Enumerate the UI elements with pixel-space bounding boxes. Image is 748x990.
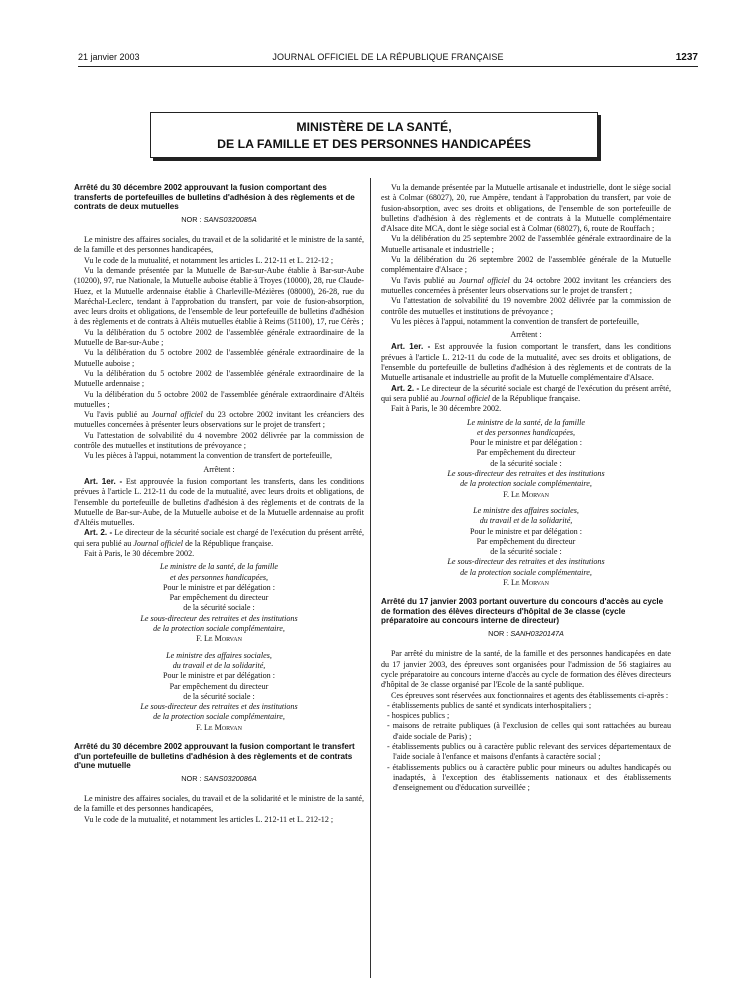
list-item: - hospices publics ; <box>387 711 450 721</box>
nor-code: SANS0320085A <box>203 214 257 224</box>
arrete-3-title: Arrêté du 17 janvier 2003 portant ouverture du concours d'accès au cycle de formation des élèves directeurs d'hôpital de 3e classe (cycle préparatoire au concours interne de directeur) <box>381 597 664 626</box>
signature-date: Fait à Paris, le 30 décembre 2002. <box>391 404 502 414</box>
sig-line: de la protection sociale complémentaire, <box>460 567 592 577</box>
sig-line: Par empêchement du directeur <box>169 593 269 603</box>
paragraph <box>74 410 364 431</box>
paragraph: Le ministre des affaires sociales, du travail et de la solidarité et le ministre de la santé, de la famille et des personnes handicapées, <box>74 794 364 814</box>
sig-line: de la sécurité sociale : <box>490 458 562 468</box>
nor-code: SANS0320086A <box>203 773 257 783</box>
signatory-name: F. Le Morvan <box>196 722 242 732</box>
journal-officiel-ref: Journal officiel <box>458 275 510 285</box>
nor-label: NOR : <box>181 214 202 224</box>
paragraph: Vu les pièces à l'appui, notamment la convention de transfert de portefeuille, <box>84 451 332 461</box>
sig-line: et des personnes handicapées, <box>169 572 268 582</box>
article-label: Art. 1er. - <box>391 342 431 352</box>
signature-block-2 <box>74 651 364 733</box>
sig-line: Le ministre de la santé, de la famille <box>160 562 278 572</box>
sig-line: Pour le ministre et par délégation : <box>470 438 582 448</box>
paragraph: Vu l'attestation de solvabilité du 4 novembre 2002 délivrée par la commission de contrôle des mutuelles et institutions de prévoyance ; <box>74 430 364 451</box>
paragraph: Ces épreuves sont réservées aux fonctionnaires et agents des établissements ci-après : <box>391 690 669 700</box>
header-page-number: 1237 <box>675 52 698 63</box>
column-separator <box>370 178 371 978</box>
paragraph: Par arrêté du ministre de la santé, de la famille et des personnes handicapées en date du 17 janvier 2003, des épreuves sont organisées pour l'admission de 56 stagiaires au cycle préparatoire au concours interne d'accès au cycle de formation des élèves directeurs d'hôpital de 3e classe organisé par l'Ecole de la santé publique. <box>381 649 671 690</box>
signatory-name: F. Le Morvan <box>196 634 242 644</box>
signature-block-1 <box>381 418 671 500</box>
journal-officiel-ref: Journal officiel <box>133 538 184 548</box>
list-item: - établissements publics ou à caractère public pour mineurs ou adultes handicapés ou inadaptés, à l'exception des établissements nationaux et des établissements d'enseignement ou d'éducation surveillée ; <box>387 762 671 793</box>
sig-line: de la sécurité sociale : <box>183 603 255 613</box>
left-column <box>74 183 364 825</box>
sig-line: de la sécurité sociale : <box>490 547 562 557</box>
sig-line: de la sécurité sociale : <box>183 691 255 701</box>
sig-line: Pour le ministre et par délégation : <box>470 526 582 536</box>
article-text: Est approuvée la fusion comportant le transfert, dans les conditions prévues à l'article L. 212-11 du code de la mutualité, avec ses droits et obligations, de l'ensemble du portefeuille de bulletins d'adhésion à des règlements et de contrats de la Mutuelle artisanale et industrielle au profit de la Mutuelle complémentaire d'Alsace. <box>381 342 672 383</box>
journal-officiel-ref: Journal officiel <box>440 393 491 403</box>
arrete-2-nor <box>74 774 364 784</box>
list-item: - établissements publics ou à caractère public relevant des services départementaux de l'aide sociale à l'enfance et maisons d'enfants à caractère social ; <box>387 742 671 762</box>
text: du 23 octobre 2002 invitant les créanciers des mutuelles concernées à présenter leurs observations sur le projet de transfert ; <box>74 410 365 430</box>
signatory-name: F. Le Morvan <box>503 577 549 587</box>
arretent-heading: Arrêtent : <box>510 330 542 340</box>
paragraph: Vu la délibération du 5 octobre 2002 de l'assemblée générale extraordinaire de la Mutuelle de Bar-sur-Aube ; <box>74 327 364 348</box>
article-label: Art. 2. - <box>391 383 420 393</box>
paragraph: Vu la demande présentée par la Mutuelle artisanale et industrielle, dont le siège social est à Colmar (68027), 20, rue Ampère, tendant à l'approbation du transfert, par voie de fusion-absorption, avec ses droits et obligations, de l'ensemble de son portefeuille de bulletins d'adhésion à des règlements et de contrats à la Mutuelle complémentaire d'Alsace dite MCA, dont le siège social est à Colmar (68027), 6, route de Rouffach ; <box>381 183 671 234</box>
sig-line: de la protection sociale complémentaire, <box>153 712 285 722</box>
arretent-heading: Arrêtent : <box>203 464 235 474</box>
article-label: Art. 2. - <box>84 528 113 538</box>
paragraph: Vu le code de la mutualité, et notamment les articles L. 212-11 et L. 212-12 ; <box>84 255 334 265</box>
sig-line: Par empêchement du directeur <box>476 536 576 546</box>
article-text: de la République française. <box>492 393 581 403</box>
establishment-list <box>381 701 671 794</box>
ministry-title-line1: MINISTÈRE DE LA SANTÉ, <box>296 120 452 134</box>
signature-block-1 <box>74 562 364 644</box>
sig-line: Le sous-directeur des retraites et des institutions <box>447 557 605 567</box>
ministry-box <box>150 112 598 158</box>
text: du 24 octobre 2002 invitant les créanciers des mutuelles concernées à présenter leurs observations sur le projet de transfert ; <box>381 275 672 295</box>
header-rule <box>78 66 698 67</box>
article-2 <box>74 528 364 549</box>
arrete-3-nor <box>381 629 671 639</box>
article-1 <box>381 342 671 383</box>
paragraph: Vu la délibération du 5 octobre 2002 de l'assemblée générale extraordinaire de la Mutuelle auboise ; <box>74 348 364 368</box>
arrete-2-title: Arrêté du 30 décembre 2002 approuvant la fusion comportant le transfert d'un portefeuille de bulletins d'adhésion à des règlements et de contrats d'une mutuelle <box>74 742 355 771</box>
sig-line: de la protection sociale complémentaire, <box>153 624 285 634</box>
text: Vu l'avis publié au <box>391 275 456 285</box>
text: Vu l'avis publié au <box>84 410 149 420</box>
paragraph: Vu la délibération du 5 octobre 2002 de l'assemblée générale extraordinaire d'Altéis mutuelles ; <box>74 389 364 409</box>
sig-line: Par empêchement du directeur <box>476 448 576 458</box>
paragraph: Vu l'attestation de solvabilité du 19 novembre 2002 délivrée par la commission de contrôle des mutuelles et institutions de prévoyance ; <box>381 296 671 316</box>
paragraph: Vu le code de la mutualité, et notamment les articles L. 212-11 et L. 212-12 ; <box>84 814 334 824</box>
paragraph: Le ministre des affaires sociales, du travail et de la solidarité et le ministre de la santé, de la famille et des personnes handicapées, <box>74 235 364 255</box>
sig-line: de la protection sociale complémentaire, <box>460 479 592 489</box>
ministry-title-line2: DE LA FAMILLE ET DES PERSONNES HANDICAPÉES <box>217 137 531 151</box>
article-text: Est approuvée la fusion comportant les transferts, dans les conditions prévues à l'article L. 212-11 du code de la mutualité, avec leurs droits et obligations, de l'ensemble du portefeuille de bulletins d'adhésion à des règlements et de contrats de la Mutuelle de Bar-sur-Aube, de la Mutuelle auboise et de la Mutuelle ardennaise au profit d'Altéis mutuelles. <box>74 476 364 528</box>
sig-line: Le sous-directeur des retraites et des institutions <box>447 469 605 479</box>
sig-line: Par empêchement du directeur <box>169 681 269 691</box>
signature-block-2 <box>381 506 671 588</box>
article-text: Le directeur de la sécurité sociale est chargé de l'exécution du présent arrêté, qui sera publié au <box>381 383 671 403</box>
sig-line: Pour le ministre et par délégation : <box>163 671 275 681</box>
sig-line: Le ministre des affaires sociales, <box>166 650 272 660</box>
sig-line: du travail et de la solidarité, <box>479 516 573 526</box>
sig-line: Pour le ministre et par délégation : <box>163 582 275 592</box>
article-2 <box>381 384 671 405</box>
header-date: 21 janvier 2003 <box>78 52 140 62</box>
nor-label: NOR : <box>181 773 202 783</box>
sig-line: du travail et de la solidarité, <box>172 660 266 670</box>
signatory-name: F. Le Morvan <box>503 489 549 499</box>
paragraph: Vu la délibération du 25 septembre 2002 de l'assemblée générale extraordinaire de la Mutuelle artisanale et industrielle ; <box>381 234 671 254</box>
paragraph: Vu les pièces à l'appui, notamment la convention de transfert de portefeuille, <box>391 316 639 326</box>
sig-line: et des personnes handicapées, <box>476 427 575 437</box>
paragraph: Vu la délibération du 26 septembre 2002 de l'assemblée générale de la Mutuelle complémentaire d'Alsace ; <box>381 255 671 275</box>
sig-line: Le sous-directeur des retraites et des institutions <box>140 702 298 712</box>
sig-line: Le ministre des affaires sociales, <box>473 505 579 515</box>
sig-line: Le sous-directeur des retraites et des institutions <box>140 613 298 623</box>
list-item: - maisons de retraite publiques (à l'exclusion de celles qui sont rattachées au bureau d'aide sociale de Paris) ; <box>387 721 671 741</box>
right-column <box>381 183 671 794</box>
paragraph: Vu la demande présentée par la Mutuelle de Bar-sur-Aube établie à Bar-sur-Aube (10200), 97, rue Nationale, la Mutuelle auboise établie à Troyes (10000), 28, rue Claude-Huez, et la Mutuelle ardennaise établie à Charleville-Mézières (08000), 26-28, rue du Maréchal-Leclerc, tendant à l'approbation du transfert, par voie de fusion-absorption, avec leurs droits et obligations, de l'ensemble de leur portefeuille de bulletins d'adhésion à des règlements et de contrats à Altéis mutuelles établie à Reims (51100), 17, rue Cérès ; <box>74 265 364 327</box>
paragraph <box>381 276 671 297</box>
paragraph: Vu la délibération du 5 octobre 2002 de l'assemblée générale extraordinaire de la Mutuelle ardennaise ; <box>74 368 364 389</box>
article-text: de la République française. <box>185 538 274 548</box>
signature-date: Fait à Paris, le 30 décembre 2002. <box>84 548 195 558</box>
article-label: Art. 1er. - <box>84 476 123 486</box>
sig-line: Le ministre de la santé, de la famille <box>467 417 585 427</box>
article-1 <box>74 477 364 528</box>
journal-officiel-ref: Journal officiel <box>151 410 203 420</box>
article-text: Le directeur de la sécurité sociale est chargé de l'exécution du présent arrêté, qui sera publié au <box>74 528 364 548</box>
nor-code: SANH0320147A <box>510 629 564 639</box>
arrete-1-title: Arrêté du 30 décembre 2002 approuvant la fusion comportant des transferts de portefeuilles de bulletins d'adhésion à des règlements et de contrats de deux mutuelles <box>74 183 355 212</box>
header-journal-title: JOURNAL OFFICIEL DE LA RÉPUBLIQUE FRANÇAISE <box>272 52 504 62</box>
page-header <box>78 52 698 66</box>
list-item: - établissements publics de santé et syndicats interhospitaliers ; <box>387 700 592 710</box>
arrete-1-nor <box>74 215 364 225</box>
nor-label: NOR : <box>488 629 509 639</box>
